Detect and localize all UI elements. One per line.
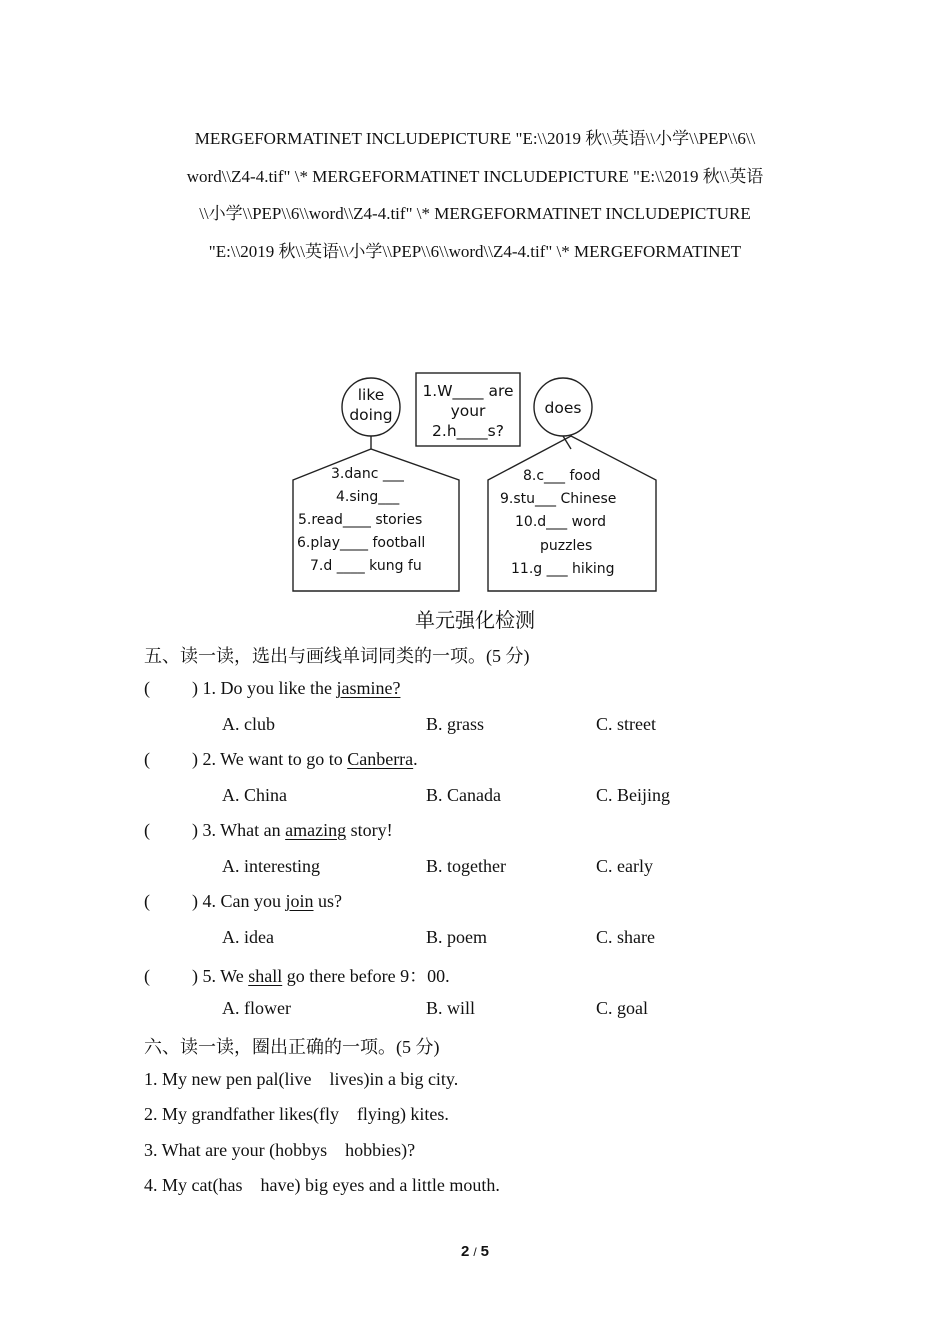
option-a: A. flower (222, 998, 291, 1018)
current-page: 2 (460, 1243, 470, 1260)
center-box-line: 2.h____s? (432, 422, 504, 440)
right-house-line: puzzles (540, 538, 593, 554)
word-house-figure (290, 370, 662, 596)
total-pages: 5 (480, 1243, 490, 1260)
question-1 (144, 678, 400, 699)
question-text: 4. Can you (202, 891, 286, 911)
underlined-word: shall (248, 966, 283, 986)
left-house-line: 3.danc ___ (331, 466, 404, 482)
question-text: 5. We (202, 966, 249, 986)
question-text-end: us? (313, 891, 343, 911)
center-box-line: 1.W____ are (422, 382, 514, 400)
left-circle-line: like (357, 386, 385, 404)
question-4 (144, 891, 342, 912)
answer-paren-open: ( (144, 891, 150, 911)
option-b: B. Canada (426, 785, 501, 805)
answer-paren-close: ) (192, 966, 198, 986)
option-a: A. China (222, 785, 287, 805)
option-c: C. street (596, 714, 656, 734)
center-box-line: your (450, 402, 486, 420)
answer-paren-close: ) (192, 820, 198, 840)
answer-paren-close: ) (192, 749, 198, 769)
option-b: B. will (426, 998, 476, 1018)
page-separator: / (473, 1245, 477, 1259)
option-a: A. interesting (222, 856, 320, 876)
left-house-line: 4.sing___ (336, 489, 400, 505)
underlined-word: jasmine? (336, 678, 401, 698)
underlined-word: amazing (285, 820, 347, 840)
answer-paren-open: ( (144, 749, 150, 769)
sentence-item: 3. What are your (hobbys hobbies)? (144, 1140, 416, 1160)
question-text-end: story! (346, 820, 393, 840)
question-5 (144, 962, 450, 988)
question-text: 2. We want to go to (202, 749, 348, 769)
question-2 (144, 749, 418, 770)
right-house-line: 11.g ___ hiking (511, 561, 615, 577)
merge-line: MERGEFORMATINET INCLUDEPICTURE "E:\\2019 秋\\英语\\小学\\PEP\\6\\ (194, 129, 756, 148)
answer-paren-open: ( (144, 820, 150, 840)
right-house-line: 10.d___ word (515, 514, 607, 530)
option-a: A. club (222, 714, 275, 734)
option-a: A. idea (222, 927, 274, 947)
section-title: 单元强化检测 (415, 610, 535, 632)
right-house-line: 9.stu___ Chinese (500, 491, 617, 507)
merge-line: word\\Z4-4.tif" \* MERGEFORMATINET INCLUDEPICTURE "E:\\2019 秋\\英语 (186, 166, 764, 186)
underlined-word: join (285, 891, 314, 911)
option-c: C. goal (596, 998, 648, 1018)
question-text-end: . (413, 749, 418, 769)
mergefield-text (110, 120, 840, 270)
question-text: 3. What an (202, 820, 286, 840)
right-circle-label: does (544, 399, 582, 417)
section6-heading: 六、读一读，圈出正确的一项。(5 分) (144, 1037, 440, 1057)
sentence-item: 1. My new pen pal(live lives)in a big city. (144, 1069, 459, 1089)
option-b: B. grass (426, 714, 484, 734)
right-house-line: 8.c___ food (523, 468, 601, 484)
option-b: B. poem (426, 927, 487, 947)
question-text: 1. Do you like the (202, 678, 337, 698)
section5-heading: 五、读一读，选出与画线单词同类的一项。(5 分) (144, 646, 530, 666)
left-circle-line: doing (349, 406, 393, 424)
option-c: C. early (596, 856, 653, 876)
page-number (0, 1243, 950, 1260)
left-house-line: 5.read____ stories (298, 512, 423, 528)
question-3 (144, 820, 393, 841)
option-c: C. Beijing (596, 785, 671, 805)
option-c: C. share (596, 927, 655, 947)
underlined-word: Canberra (347, 749, 414, 769)
answer-paren-close: ) (192, 678, 198, 698)
option-b: B. together (426, 856, 506, 876)
answer-paren-open: ( (144, 678, 150, 698)
merge-line: "E:\\2019 秋\\英语\\小学\\PEP\\6\\word\\Z4-4.tif" \* MERGEFORMATINET (208, 241, 742, 261)
left-house-line: 6.play____ football (297, 535, 426, 551)
sentence-item: 2. My grandfather likes(fly flying) kites. (144, 1104, 449, 1124)
question-text-end: go there before 9：00. (282, 966, 450, 986)
answer-paren-close: ) (192, 891, 198, 911)
left-house-line: 7.d ____ kung fu (310, 558, 422, 574)
sentence-item: 4. My cat(has have) big eyes and a little mouth. (144, 1175, 500, 1195)
answer-paren-open: ( (144, 966, 150, 986)
merge-line: \\小学\\PEP\\6\\word\\Z4-4.tif" \* MERGEFORMATINET INCLUDEPICTURE (199, 204, 751, 223)
